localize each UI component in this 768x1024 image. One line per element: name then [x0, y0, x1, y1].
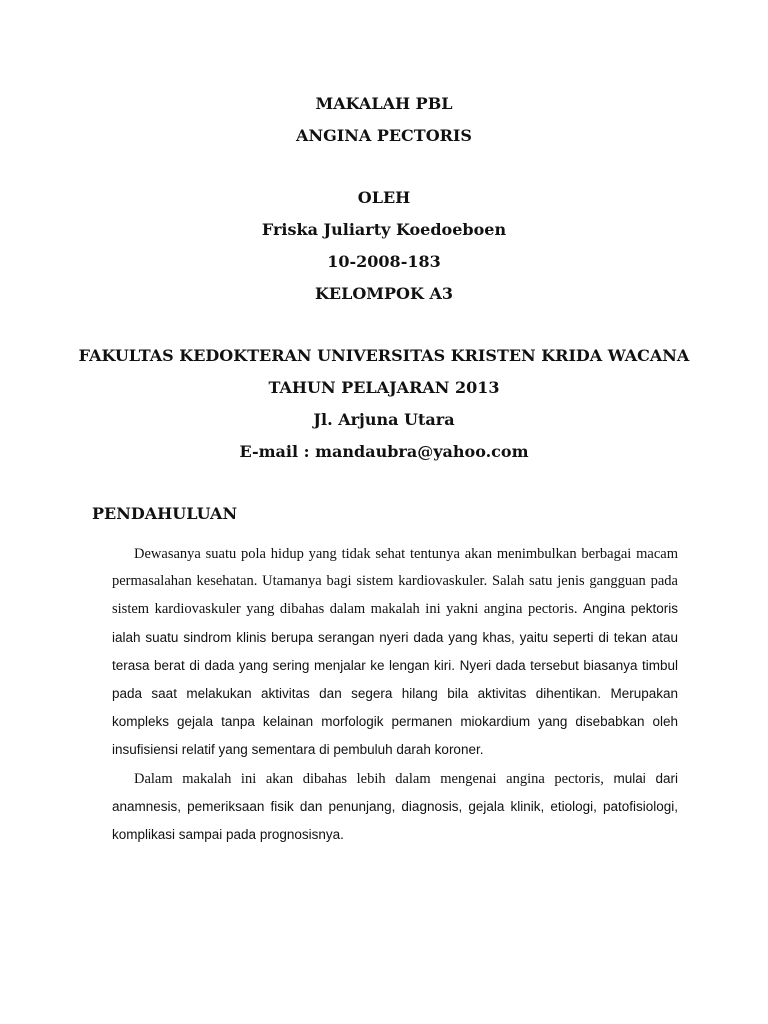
paragraph-1-sans-text: Angina pektoris ialah suatu sindrom klinis berupa serangan nyeri dada yang khas, yaitu seperti di tekan atau terasa berat di dada yang sering menjalar ke lengan kiri. Nyeri dada tersebut biasanya timbul pada saat melakukan aktivitas dan segera hilang bila aktivitas dihentikan. Merupakan kompleks gejala tanpa kelainan morfologik permanen miokardium yang disebabkan oleh insufisiensi relatif yang sementara di pembuluh darah koroner.: [112, 601, 678, 758]
email: E-mail : mandaubra@yahoo.com: [239, 442, 529, 461]
document-subtitle: ANGINA PECTORIS: [296, 126, 472, 145]
document-title: MAKALAH PBL: [315, 94, 453, 113]
academic-year: TAHUN PELAJARAN 2013: [268, 378, 500, 397]
section-heading: PENDAHULUAN: [92, 504, 238, 523]
paragraph-2-serif-text: Dalam makalah ini akan dibahas lebih dalam mengenai angina pectoris,: [134, 770, 604, 787]
student-id: 10-2008-183: [327, 252, 441, 271]
body-text: [112, 541, 678, 849]
group-label: KELOMPOK A3: [315, 284, 453, 303]
paragraph-scope: [112, 765, 678, 850]
author-gap: [0, 310, 768, 340]
address: Jl. Arjuna Utara: [313, 410, 455, 429]
title-block: [0, 88, 768, 468]
faculty-name: FAKULTAS KEDOKTERAN UNIVERSITAS KRISTEN KRIDA WACANA: [78, 346, 690, 365]
paragraph-1-serif-text: Dewasanya suatu pola hidup yang tidak sehat tentunya akan menimbulkan berbagai macam permasalahan kesehatan. Utamanya bagi sistem kardiovaskuler. Salah satu jenis gangguan pada sistem kardiovaskuler yang dibahas dalam makalah ini yakni angina pectoris.: [112, 546, 678, 618]
paragraph-introduction: [112, 541, 678, 765]
author-name: Friska Juliarty Koedoeboen: [261, 220, 507, 239]
oleh-label: OLEH: [357, 188, 411, 207]
title-gap: [0, 152, 768, 182]
paragraph-2-sans-text: mulai dari anamnesis, pemeriksaan fisik dan penunjang, diagnosis, gejala klinik, etiologi, patofisiologi, komplikasi sampai pada prognosisnya.: [112, 770, 679, 843]
